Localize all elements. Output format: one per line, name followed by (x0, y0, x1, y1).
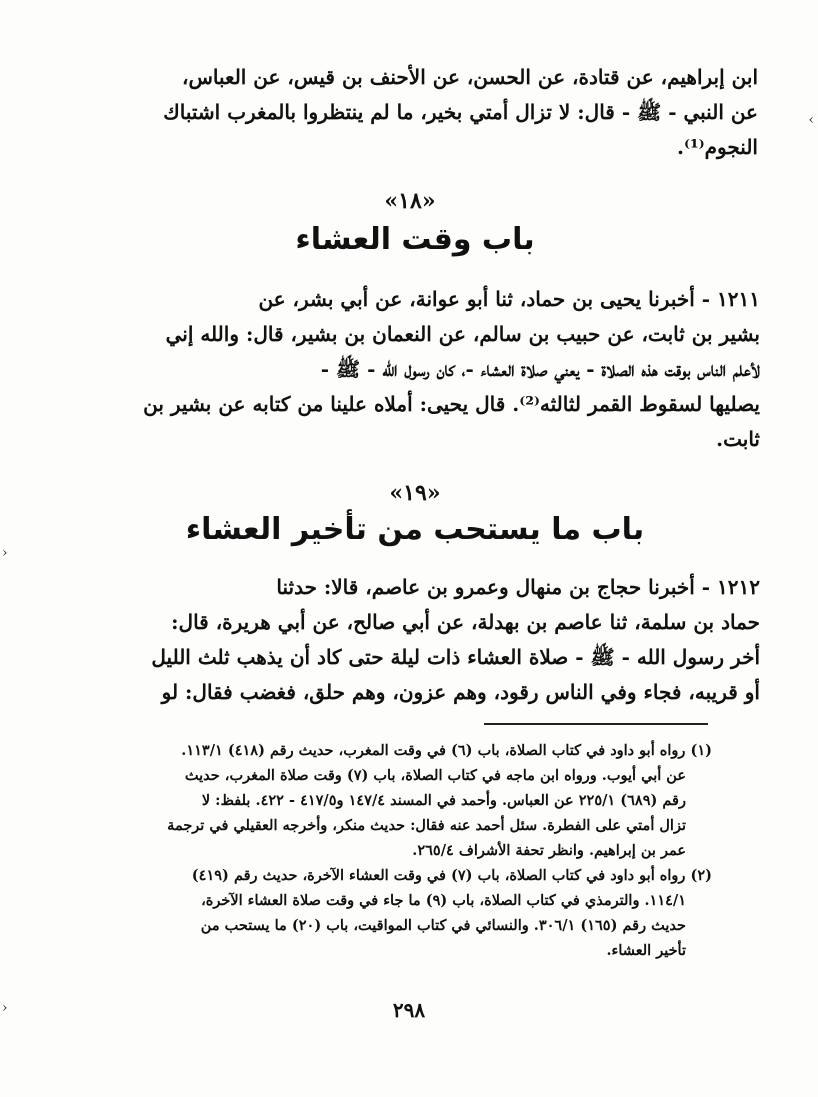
intro-paragraph (78, 60, 758, 165)
scan-edge-mark: ‹ (808, 112, 814, 128)
footnote-divider (484, 723, 708, 725)
footnote-2-line: حديث رقم (١٦٥) ٣٠٦/١. والنسائي في كتاب المواقيت، باب (٢٠) ما يستحب من (200, 917, 686, 934)
text-line: ثابت. (716, 427, 760, 451)
text-line: حماد بن سلمة، ثنا عاصم بن بهدلة، عن أبي صالح، عن أبي هريرة، قال: (171, 610, 760, 634)
text-line: لأعلم الناس بوقت هذه الصلاة - يعني صلاة العشاء -، كان رسول الله - ﷺ - (320, 357, 760, 381)
text-line: ١٢١٢ - أخبرنا حجاج بن منهال وعمرو بن عاصم، قالا: حدثنا (276, 575, 760, 599)
footnote-2-line: تأخير العشاء. (606, 942, 686, 959)
text-line: بشير بن ثابت، عن حبيب بن سالم، عن النعمان بن بشير، قال: والله إني (165, 322, 760, 346)
hadith-1212-paragraph (78, 570, 760, 710)
footnote-1-line: عن أبي أيوب. ورواه ابن ماجه في كتاب الصلاة، باب (٧) وقت صلاة المغرب، حديث (184, 767, 686, 784)
footnote-1-line: (١) رواه أبو داود في كتاب الصلاة، باب (٦) في وقت المغرب، حديث رقم (٤١٨) ١١٣/١. (181, 742, 712, 759)
text-line: عن النبي - ﷺ - قال: لا تزال أمتي بخير، ما لم ينتظروا بالمغرب اشتباك (163, 100, 758, 124)
footnote-2-line: ١١٤/١. والترمذي في كتاب الصلاة، باب (٩) ما جاء في وقت صلاة العشاء الآخرة، (201, 892, 686, 909)
text-line: أخر رسول الله - ﷺ - صلاة العشاء ذات ليلة حتى كاد أن يذهب ثلث الليل (151, 645, 760, 669)
page-number: ٢٩٨ (392, 998, 426, 1022)
section-19-number: «١٩» (389, 480, 441, 506)
footnote-1-line: تزال أمتي على الفطرة. سئل أحمد عنه فقال: حديث منكر، وأخرجه العقيلي في ترجمة (167, 817, 686, 834)
text-line: ١٢١١ - أخبرنا يحيى بن حماد، ثنا أبو عوانة، عن أبي بشر، عن (258, 287, 760, 311)
footnote-2-line: (٢) رواه أبو داود في كتاب الصلاة، باب (٧) في وقت العشاء الآخرة، حديث رقم (٤١٩) (191, 867, 712, 884)
text-line: النجوم⁽¹⁾. (677, 135, 758, 159)
text-line: أو قريبه، فجاء وفي الناس رقود، وهم عزون، وهم حلق، فغضب فقال: لو (161, 680, 760, 704)
section-18-number: «١٨» (384, 188, 436, 214)
scan-edge-mark: › (2, 1000, 8, 1016)
section-19-title: باب ما يستحب من تأخير العشاء (185, 512, 645, 547)
footnote-1-line: رقم (٦٨٩) ٢٢٥/١ عن العباس. وأحمد في المسند ١٤٧/٤ و٤١٧/٥ - ٤٢٢. بلفظ: لا (201, 792, 686, 809)
hadith-1211-paragraph (78, 282, 760, 457)
section-18-title: باب وقت العشاء (295, 222, 535, 257)
footnotes (100, 738, 712, 963)
footnote-1-line: عمر بن إبراهيم. وانظر تحفة الأشراف ٢٦٥/٤. (412, 842, 686, 859)
text-line: ابن إبراهيم، عن قتادة، عن الحسن، عن الأحنف بن قيس، عن العباس، (182, 65, 758, 89)
scan-edge-mark: › (2, 545, 8, 561)
text-line: يصليها لسقوط القمر لثالثه⁽²⁾. قال يحيى: أملاه علينا من كتابه عن بشير بن (143, 392, 760, 416)
